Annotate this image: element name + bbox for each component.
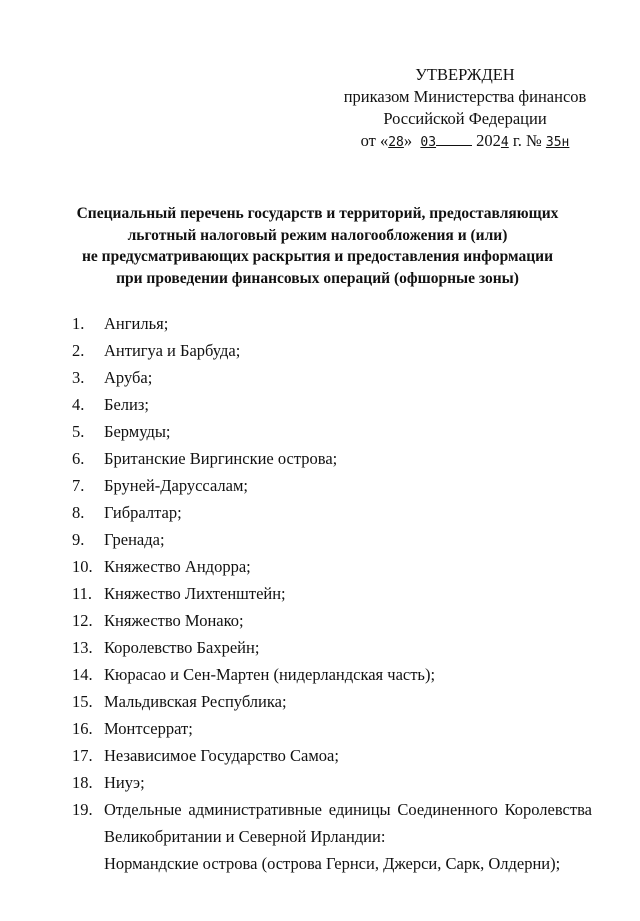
list-item-number: 12. [72,611,93,630]
list-item-number: 5. [72,422,85,441]
title-line-2: льготный налоговый режим налогообложения и (или) [127,226,508,244]
list-item-text: Монтсеррат; [104,719,193,738]
list-item-text: Мальдивская Республика; [104,692,287,711]
list-item-number: 7. [72,476,85,495]
list-item-number: 18. [72,773,93,792]
date-year-tail: г. № [508,131,546,150]
list-item-text: Княжество Монако; [104,611,244,630]
list-item-subentry: Нормандские острова (острова Гернси, Джерси, Сарк, Олдерни); [104,854,561,873]
list-item-text: Княжество Андорра; [104,557,251,576]
list-item-number: 14. [72,665,93,684]
list-item-text: Белиз; [104,395,149,414]
title-line-4: при проведении финансовых операций (офшорные зоны) [116,269,519,287]
list-item-text: Княжество Лихтенштейн; [104,584,286,603]
list-item-text: Британские Виргинские острова; [104,449,338,468]
list-item-number: 9. [72,530,85,549]
approval-heading: УТВЕРЖДЕН [415,65,515,84]
list-item-text: Бруней-Даруссалам; [104,476,248,495]
title-line-1: Специальный перечень государств и территорий, предоставляющих [76,205,559,222]
list-item-text: Ангилья; [104,314,169,333]
list-item-number: 10. [72,557,93,576]
approval-stamp [330,64,600,154]
list-item-number: 2. [72,341,85,360]
date-month: 03 [420,135,437,150]
date-year-suffix: 4 [500,135,509,150]
list-item-text: Независимое Государство Самоа; [104,746,339,765]
list-item-number: 6. [72,449,85,468]
order-number: 35н [545,135,570,150]
list-item-number: 16. [72,719,93,738]
list-item-text: Отдельные административные единицы Соединенного Королевства [104,800,592,819]
list-item-number: 15. [72,692,93,711]
list-item-text: Ниуэ; [104,773,145,792]
list-item-text: Гренада; [104,530,165,549]
document-title [60,203,575,289]
list-item-text: Антигуа и Барбуда; [104,341,241,360]
date-day-close: » [403,131,413,150]
list-item-number: 3. [72,368,85,387]
approval-date-line [330,130,600,154]
title-line-3: не предусматривающих раскрытия и предоставления информации [81,248,553,265]
list-item-number: 1. [72,314,85,333]
date-year-prefix: 202 [476,131,501,150]
list-item-number: 11. [72,584,93,603]
list-item-text: Гибралтар; [104,503,182,522]
list-item-text: Бермуды; [104,422,171,441]
list-item-number: 19. [72,800,93,819]
list-item-number: 8. [72,503,85,522]
approval-line-ministry: приказом Министерства финансов [343,87,587,106]
list-item-number: 17. [72,746,93,765]
list-item-number: 4. [72,395,85,414]
list-item-number: 13. [72,638,93,657]
approval-line-federation: Российской Федерации [383,109,547,128]
date-prefix: от « [360,131,389,150]
list-item-text: Аруба; [104,368,153,387]
date-day: 28 [388,135,404,150]
list-item-text: Королевство Бахрейн; [104,638,260,657]
list-item-continuation: Великобритании и Северной Ирландии: [104,827,386,846]
list-item-text: Кюрасао и Сен-Мартен (нидерландская часть); [104,665,436,684]
